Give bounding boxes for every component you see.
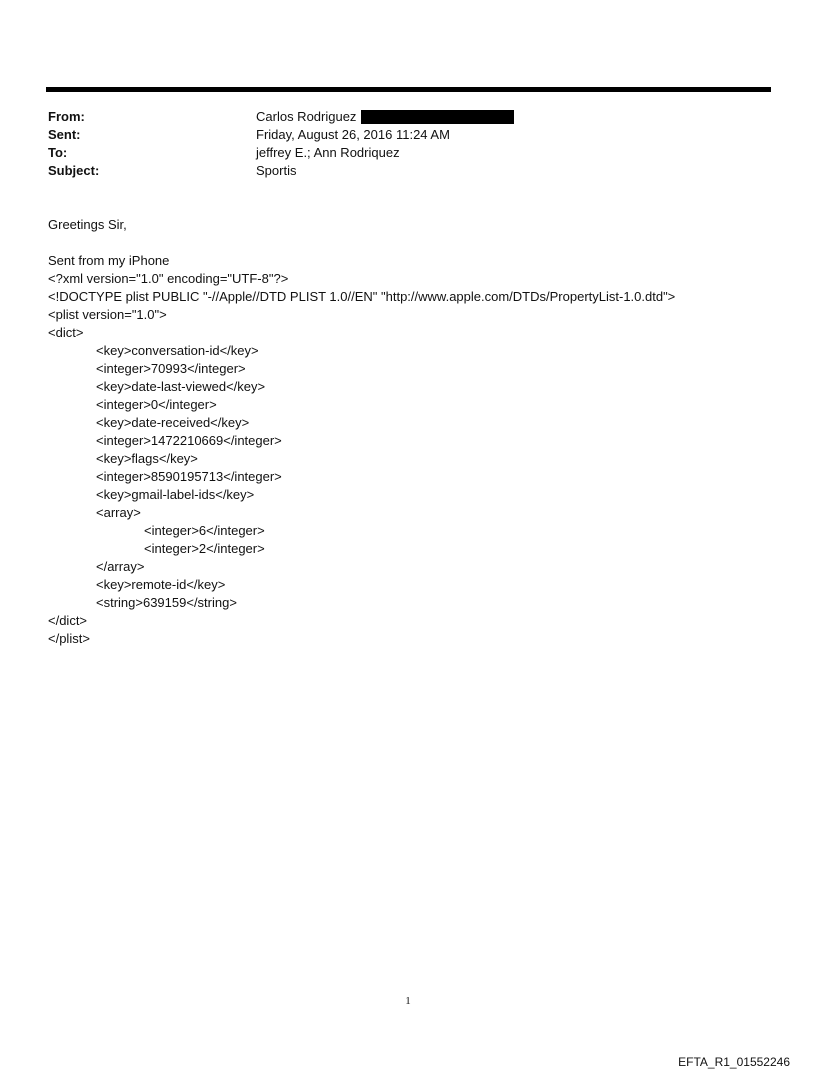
plist-line: </array>	[96, 559, 145, 574]
plist-content	[48, 270, 788, 648]
from-value: Carlos Rodriguez	[256, 109, 357, 124]
plist-line: </dict>	[48, 613, 88, 628]
header-row-sent	[48, 126, 748, 144]
plist-line: <!DOCTYPE plist PUBLIC "-//Apple//DTD PLIST 1.0//EN" "http://www.apple.com/DTDs/PropertyList-1.0.dtd">	[48, 289, 676, 304]
subject-label: Subject:	[48, 163, 100, 178]
sent-label: Sent:	[48, 127, 81, 142]
sent-value: Friday, August 26, 2016 11:24 AM	[256, 127, 450, 142]
plist-line: </plist>	[48, 631, 90, 646]
header-row-subject	[48, 162, 748, 180]
plist-line: <key>conversation-id</key>	[96, 343, 259, 358]
document-id: EFTA_R1_01552246	[678, 1055, 790, 1069]
greeting-text: Greetings Sir,	[48, 217, 127, 232]
page-number: 1	[405, 995, 411, 1007]
plist-line: <plist version="1.0">	[48, 307, 167, 322]
plist-line: <integer>0</integer>	[96, 397, 217, 412]
plist-line: <dict>	[48, 325, 84, 340]
to-label: To:	[48, 145, 68, 160]
to-value: jeffrey E.; Ann Rodriquez	[256, 145, 400, 160]
plist-line: <integer>2</integer>	[144, 541, 265, 556]
from-label: From:	[48, 109, 85, 124]
plist-line: <key>date-received</key>	[96, 415, 250, 430]
subject-value: Sportis	[256, 163, 297, 178]
email-header	[48, 108, 748, 180]
plist-line: <key>gmail-label-ids</key>	[96, 487, 255, 502]
plist-line: <integer>1472210669</integer>	[96, 433, 282, 448]
email-body	[48, 216, 788, 648]
plist-line: <string>639159</string>	[96, 595, 237, 610]
plist-line: <key>flags</key>	[96, 451, 198, 466]
header-divider	[46, 87, 771, 92]
header-row-to	[48, 144, 748, 162]
plist-line: <key>remote-id</key>	[96, 577, 226, 592]
redaction-block	[361, 110, 514, 124]
from-value-wrap	[256, 108, 514, 126]
header-row-from	[48, 108, 748, 126]
plist-line: <integer>8590195713</integer>	[96, 469, 282, 484]
plist-line: <integer>70993</integer>	[96, 361, 246, 376]
plist-line: <integer>6</integer>	[144, 523, 265, 538]
plist-line: <?xml version="1.0" encoding="UTF-8"?>	[48, 271, 289, 286]
signature-text: Sent from my iPhone	[48, 253, 170, 268]
plist-line: <array>	[96, 505, 141, 520]
plist-line: <key>date-last-viewed</key>	[96, 379, 266, 394]
